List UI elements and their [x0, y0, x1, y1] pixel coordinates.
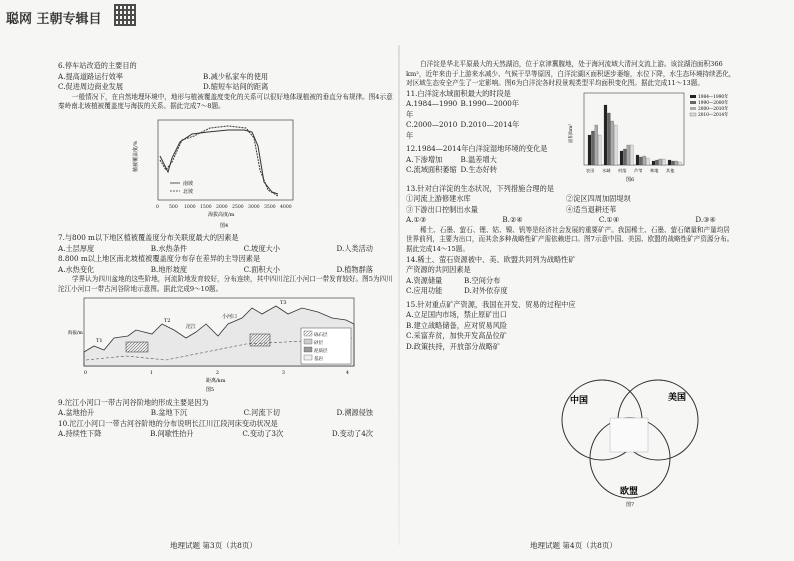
q6-opt-d[interactable]: D.缩短车站间的距离 [203, 82, 269, 91]
q14-opt-a[interactable]: A.资源储量 [406, 275, 443, 285]
fig6-cat-1: 水域 [602, 167, 611, 173]
q9-opt-c[interactable]: C.河流下切 [243, 408, 280, 418]
q6-stem: 6.停车站改造的主要目的 [58, 61, 137, 70]
fig5-label-river: 沱江 [186, 324, 197, 331]
q13-item-4: ④适当退耕还苇 [566, 204, 617, 214]
footer-right: 地理试题 第4页（共8页） [530, 541, 617, 550]
fig6-bar [643, 156, 646, 165]
q13-opt-c[interactable]: C.①④ [598, 215, 620, 225]
q12-opt-d[interactable]: D.生态好转 [460, 165, 498, 175]
q8-opt-c[interactable]: C.面积大小 [243, 264, 280, 274]
fig6-bar [588, 135, 591, 165]
fig6-chart [566, 89, 731, 184]
q7-opt-b[interactable]: B.水热条件 [150, 243, 188, 253]
left-column [58, 60, 393, 440]
intro-11: 白洋淀是华北平原最大的天然湖泊，位于京津冀腹地，处于海河流域大清河支流上游。该淀湖泊面积366 km²，近年来由于上游来水减少、气候干旱等原因，白洋淀湖区面积逐步萎缩，水位下降，水生态环境持续恶化，对区域生态安全产生了一定影响。图6为白洋淀各时段景观类型平均面积变化图。据此完成11～13题。 [406, 60, 736, 88]
q10-opt-a[interactable]: A.持续性下降 [58, 429, 102, 439]
fig6-ylabel: 面积/hm² [569, 123, 574, 143]
fig6-bar [591, 131, 594, 165]
fig5-label-t1: T1 [96, 338, 103, 345]
fig5-legend-2: 泥质层 [314, 349, 328, 355]
q11-opt-d[interactable]: D.2010—2014年 [460, 120, 520, 130]
fig4-xtick-7: 3500 [264, 204, 276, 210]
q8-opt-b[interactable]: B.地形坡度 [150, 264, 188, 274]
q12-opt-c[interactable]: C.流域面积萎缩 [406, 165, 457, 175]
fig6-bar [668, 160, 671, 165]
q9-opt-d[interactable]: D.溯源侵蚀 [336, 408, 373, 418]
fig5-ylabel: 海拔/m [68, 331, 83, 337]
q9-stem: 9.沱江小河口一带古河谷阶地的形成主要是因为 [58, 397, 209, 407]
fig4-xtick-4: 2000 [216, 204, 228, 210]
footer-left: 地理试题 第3页（共8页） [170, 541, 257, 550]
q12-stem: 12.1984—2014年白洋淀湿地环境的变化是 [406, 144, 548, 154]
fig5-legend-3: 基岩 [314, 357, 323, 363]
fig6-bar [604, 105, 607, 165]
fig5-label-town: 小河口 [222, 314, 238, 321]
fig5-caption: 图5 [206, 387, 215, 394]
fig5-xtick-0: 0 [84, 371, 87, 377]
fig6-bar [652, 161, 655, 165]
q14-opt-d[interactable]: D.对外依存度 [463, 286, 508, 296]
qr-code-icon [114, 4, 136, 26]
q8-stem: 8.800 m以上地区南北坡植被覆盖度分布存在差异的主导因素是 [58, 254, 261, 264]
q10-opt-c[interactable]: C.变动了3次 [242, 429, 284, 439]
fig6-legend-2: 2000—2010年 [698, 106, 729, 112]
q6-opt-a[interactable]: A.提高道路运行效率 [58, 71, 123, 81]
q13-opt-b[interactable]: B.②④ [502, 215, 523, 225]
fig5-legend-1: 砂层 [314, 341, 323, 347]
fig6-bar [620, 151, 623, 165]
fig6-bar [671, 161, 674, 165]
fig4-xtick-6: 3000 [248, 204, 260, 210]
right-column [406, 60, 736, 352]
q9-opt-a[interactable]: A.盆地抬升 [58, 408, 95, 418]
q13-item-1: ①河流上游修建水库 [406, 194, 471, 204]
q13-opt-d[interactable]: D.③④ [695, 215, 716, 225]
fig6-cat-5: 其他 [666, 167, 675, 173]
fig6-bar [655, 160, 658, 165]
fig5-xtick-3: 3 [282, 371, 285, 377]
q13-opt-a[interactable]: A.①③ [406, 215, 427, 225]
fig6-cat-2: 村落 [618, 167, 627, 173]
fig6-caption: 图6 [626, 176, 635, 183]
fig4-ylabel: 植被覆盖度/% [133, 140, 139, 172]
fig6-bar [678, 162, 681, 165]
fig6-bar [646, 158, 649, 165]
fig6-cat-3: 芦苇 [634, 167, 643, 173]
q8-opt-a[interactable]: A.水热变化 [58, 264, 95, 274]
fig4-legend-1: 北坡 [183, 188, 194, 195]
q7-stem: 7.与800 m以下地区植被覆盖度分布关联度最大的因素是 [58, 233, 239, 243]
fig4-xtick-8: 4000 [280, 204, 292, 210]
fig4-xlabel: 海拔高度/m [208, 211, 235, 218]
q8-opt-d[interactable]: D.植物群落 [336, 264, 373, 274]
q15-opt-d[interactable]: D.政策扶持，开放部分战略矿 [406, 341, 501, 351]
fig5-xtick-1: 1 [150, 371, 153, 377]
fig5-xtick-2: 2 [216, 371, 219, 377]
q13-item-2: ②淀区四周加固堤坝 [566, 194, 631, 204]
q10-opt-d[interactable]: D.变动了4次 [331, 429, 373, 439]
fig6-bar [639, 157, 642, 165]
q14-opt-b[interactable]: B.空间分布 [463, 275, 501, 285]
page-fold [398, 45, 400, 545]
q15-opt-a[interactable]: A.立足国内市场，禁止原矿出口 [406, 310, 507, 320]
q6-opt-c[interactable]: C.促进周边商业发展 [58, 82, 124, 91]
q15-opt-b[interactable]: B.建立战略储备，应对贸易风险 [406, 320, 508, 330]
q7-opt-d[interactable]: D.人类活动 [336, 243, 373, 253]
fig4-xtick-2: 1000 [184, 204, 196, 210]
q14-opt-c[interactable]: C.应用功能 [406, 286, 443, 296]
fig4-xtick-3: 1500 [200, 204, 212, 210]
fig6-bar [611, 121, 614, 165]
intro-14: 稀土、石墨、萤石、锂、钴、镍、钒等是经济社会发展的重要矿产。我国稀土、石墨、萤石储量和产量均居世界前列，主要为出口，而其余多种战略性矿产需依赖进口。图7示意中国、美国、欧盟的战略性矿产资源分布。据此完成14～15题。 [406, 225, 734, 253]
q15-opt-c[interactable]: C.采富弃贫，加快开发高品位矿 [406, 331, 507, 341]
intro-7: 一般情况下，在自然地理环境中，地形与植被覆盖度变化的关系可以很好地体现植被的垂直分布规律。图4示意秦岭南北坡植被覆盖度与海拔的关系。据此完成7～8题。 [58, 92, 393, 111]
fig6-bar [623, 149, 626, 165]
fig6-bar [598, 135, 601, 165]
fig5-label-t2: T2 [164, 318, 171, 325]
q15-stem: 15.针对重点矿产资源，我国在开发、贸易的过程中应 [406, 299, 576, 309]
q11-opt-b[interactable]: B.1990—2000年 [460, 99, 520, 109]
fig6-bar [607, 113, 610, 165]
q13-item-3: ③下游出口控制出水量 [406, 204, 478, 214]
fig6-bar [636, 155, 639, 165]
fig6-legend-3: 2010—2014年 [698, 112, 729, 118]
fig6-bar [662, 159, 665, 165]
q10-opt-b[interactable]: B.间歇性抬升 [150, 429, 194, 439]
fig7-label-china: 中国 [570, 396, 589, 406]
q11-stem: 11.白洋淀水域面积最大的时段是 [406, 88, 511, 98]
fig6-bar [627, 145, 630, 165]
q9-opt-b[interactable]: B.盆地下沉 [150, 408, 188, 418]
fig6-bar [614, 125, 617, 165]
intro-9: 学界认为四川盆地的这些阶地，河流阶地发育较好，分布连续，其中四川沱江小河口一带发育较好。图5为四川沱江小河口一带古河谷阶地示意图。据此完成9～10题。 [58, 275, 393, 293]
fig5-legend-0: 砾石层 [314, 333, 328, 339]
fig5-xlabel: 距离/km [206, 378, 226, 385]
fig6-bar [659, 159, 662, 165]
fig7-caption: 图7 [626, 502, 635, 508]
fig7-label-usa: 美国 [668, 393, 687, 403]
fig4-xtick-1: 500 [169, 204, 178, 210]
fig4-caption: 图4 [220, 222, 229, 229]
fig4-chart [128, 112, 328, 230]
fig6-legend-0: 1984—1990年 [698, 94, 729, 100]
fig7-venn [540, 378, 725, 508]
fig5-xtick-4: 4 [346, 371, 349, 377]
fig5-label-t3: T3 [280, 300, 287, 307]
q6-opt-b[interactable]: B.减少私家车的使用 [203, 71, 269, 81]
q14-stem: 14.稀土、萤石资源被中、美、欧盟共同列为战略性矿产资源的共同因素是 [406, 254, 576, 275]
q7-opt-c[interactable]: C.坡度大小 [243, 243, 280, 253]
q13-stem: 13.针对白洋淀的生态状况，下列措施合理的是 [406, 183, 554, 193]
q7-opt-a[interactable]: A.土层厚度 [58, 243, 95, 253]
header-stamp: 聪网 王朝专辑目 [6, 12, 102, 27]
fig6-bar [630, 145, 633, 165]
fig7-label-eu: 欧盟 [620, 487, 639, 497]
q11-opt-c[interactable]: C.2000—2010年 [406, 120, 458, 140]
fig6-legend-1: 1990—2000年 [698, 100, 729, 106]
fig4-legend-0: 南坡 [183, 180, 194, 187]
q11-opt-a[interactable]: A.1984—1990年 [406, 99, 458, 119]
q10-stem: 10.沱江小河口一带古河谷阶地的分布说明长江川江段河床变动状况是 [58, 418, 278, 428]
fig6-bar [675, 161, 678, 165]
fig6-bar [595, 125, 598, 165]
fig4-xtick-5: 2500 [232, 204, 244, 210]
q12-opt-a[interactable]: A.下渗增加 [406, 154, 443, 164]
q12-opt-b[interactable]: B.温差增大 [460, 154, 497, 164]
fig5-diagram [66, 294, 366, 394]
fig4-xtick-0: 0 [156, 204, 159, 210]
fig6-cat-0: 农田 [586, 167, 595, 173]
fig6-cat-4: 林地 [650, 167, 659, 173]
